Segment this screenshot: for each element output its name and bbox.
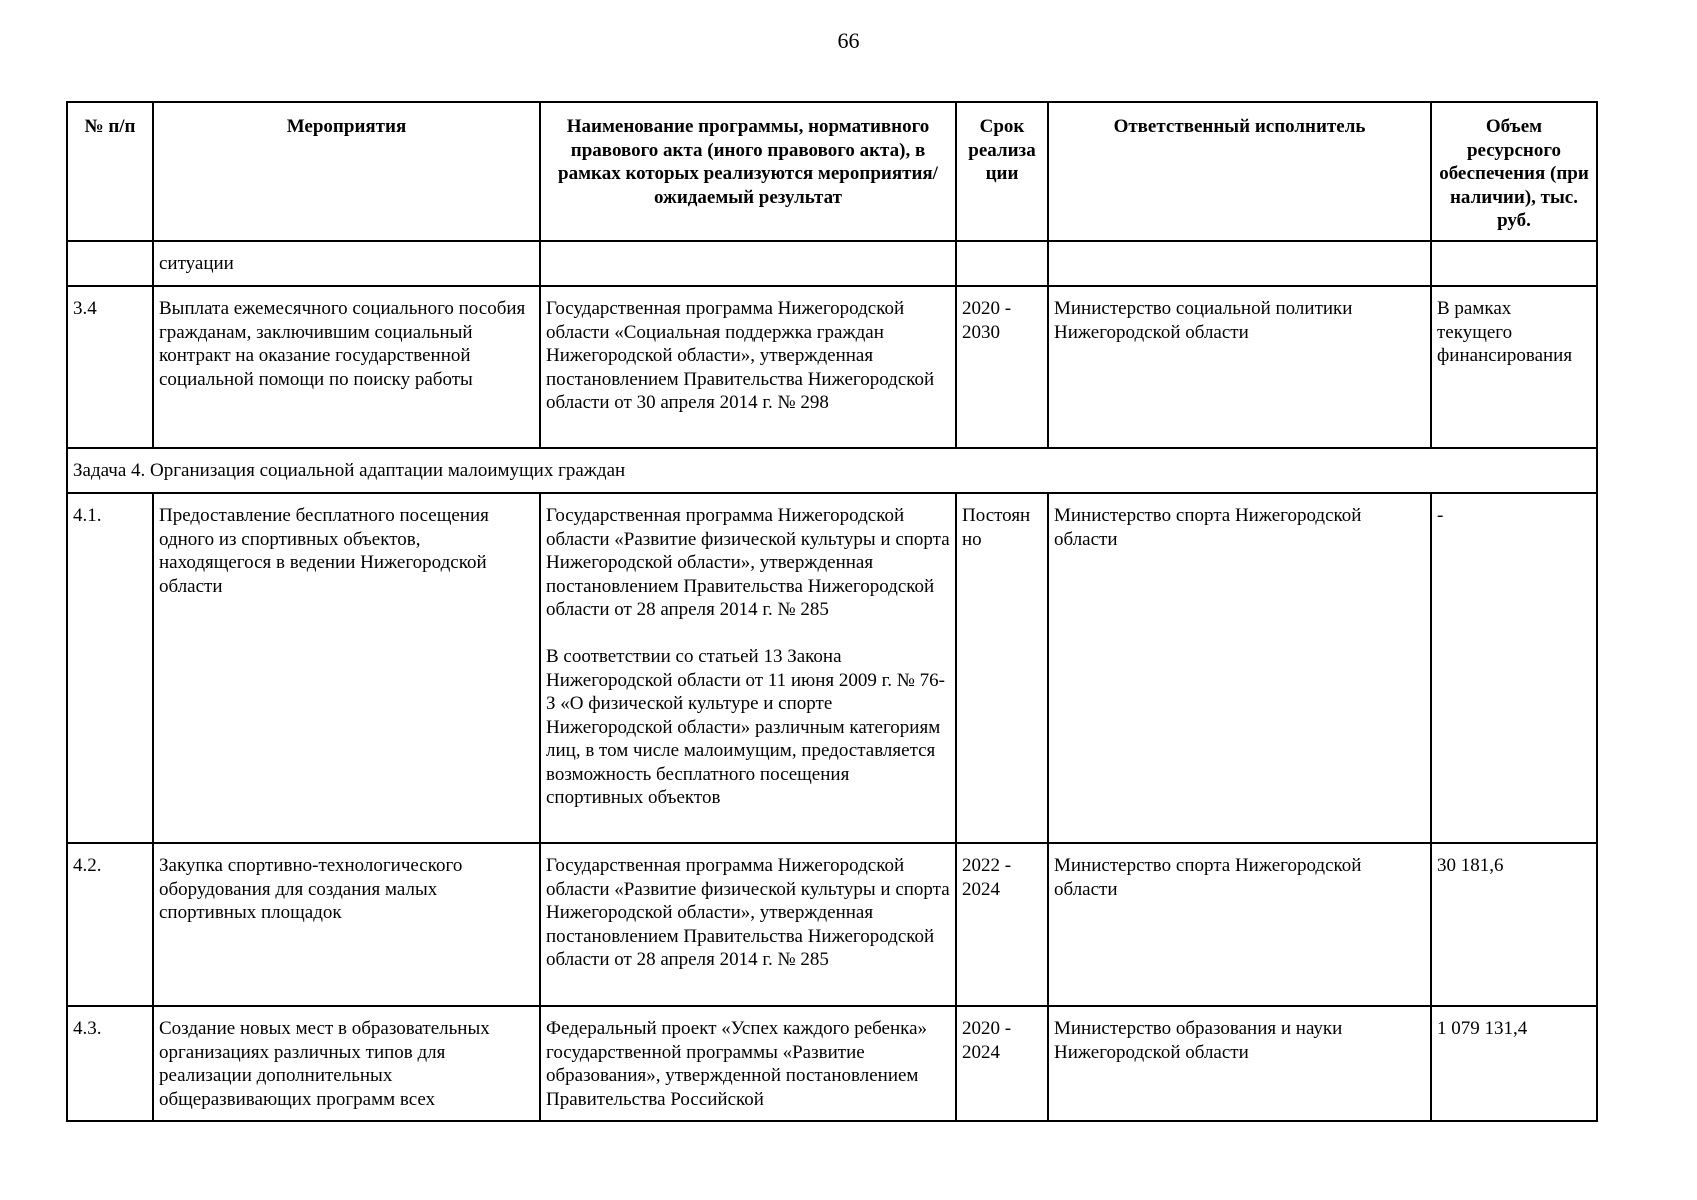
row-executor: Министерство спорта Нижегородской области [1048,493,1431,843]
header-number: № п/п [67,102,153,241]
row-event: Закупка спортивно-технологического оборудования для создания малых спортивных площадок [153,843,540,1006]
row-event: Предоставление бесплатного посещения одного из спортивных объектов, находящегося в ведении Нижегородской области [153,493,540,843]
row-volume: В рамках текущего финансирования [1431,286,1597,448]
page-number: 66 [837,28,860,53]
row-volume: 1 079 131,4 [1431,1006,1597,1121]
header-program: Наименование программы, нормативного правового акта (иного правового акта), в рамках которых реализуются мероприятия/ ожидаемый результат [540,102,956,241]
measures-table [66,101,1598,1122]
table-row [67,843,1597,1006]
table-row [67,493,1597,843]
row-number [67,241,153,286]
row-number: 3.4 [67,286,153,448]
row-term: 2022 - 2024 [956,843,1048,1006]
row-executor: Министерство образования и науки Нижегородской области [1048,1006,1431,1121]
table-header-row [67,102,1597,241]
row-program: Государственная программа Нижегородской области «Развитие физической культуры и спорта Нижегородской области», утвержденная постановлением Правительства Нижегородской области от 28 апреля 2014 г. № 285 [546,505,950,620]
row-term: 2020 - 2024 [956,1006,1048,1121]
row-volume: - [1431,493,1597,843]
header-term: Срок реализа ции [956,102,1048,241]
row-program: Государственная программа Нижегородской области «Развитие физической культуры и спорта Нижегородской области», утвержденная постановлением Правительства Нижегородской области от 28 апреля 2014 г. № 285 [540,843,956,1006]
header-executor: Ответственный исполнитель [1048,102,1431,241]
row-event: Создание новых мест в образовательных организациях различных типов для реализации дополнительных общеразвивающих программ всех [153,1006,540,1121]
row-number: 4.3. [67,1006,153,1121]
header-volume: Объем ресурсного обеспечения (при наличии), тыс. руб. [1431,102,1597,241]
row-term: Постоян но [956,493,1048,843]
row-number: 4.2. [67,843,153,1006]
row-event: ситуации [153,241,540,286]
table-row [67,1006,1597,1121]
row-program-extra: В соответствии со статьей 13 Закона Нижегородской области от 11 июня 2009 г. № 76-З «О физической культуре и спорте Нижегородской области» различным категориям лиц, в том числе малоимущим, предоставляется возможность бесплатного посещения спортивных объектов [546,646,945,808]
row-executor: Министерство социальной политики Нижегородской области [1048,286,1431,448]
row-program-cell [540,493,956,843]
row-executor: Министерство спорта Нижегородской области [1048,843,1431,1006]
table-row [67,286,1597,448]
header-events: Мероприятия [153,102,540,241]
row-event: Выплата ежемесячного социального пособия гражданам, заключившим социальный контракт на оказание государственной социальной помощи по поиску работы [153,286,540,448]
row-program: Государственная программа Нижегородской области «Социальная поддержка граждан Нижегородской области», утвержденная постановлением Правительства Нижегородской области от 30 апреля 2014 г. № 298 [540,286,956,448]
row-executor [1048,241,1431,286]
section-row [67,448,1597,493]
row-term [956,241,1048,286]
table-row [67,241,1597,286]
row-number: 4.1. [67,493,153,843]
row-term: 2020 - 2030 [956,286,1048,448]
row-program: Федеральный проект «Успех каждого ребенка» государственной программы «Развитие образования», утвержденной постановлением Правительства Российской [540,1006,956,1121]
section-title: Задача 4. Организация социальной адаптации малоимущих граждан [67,448,1597,493]
row-volume [1431,241,1597,286]
row-program [540,241,956,286]
row-volume: 30 181,6 [1431,843,1597,1006]
